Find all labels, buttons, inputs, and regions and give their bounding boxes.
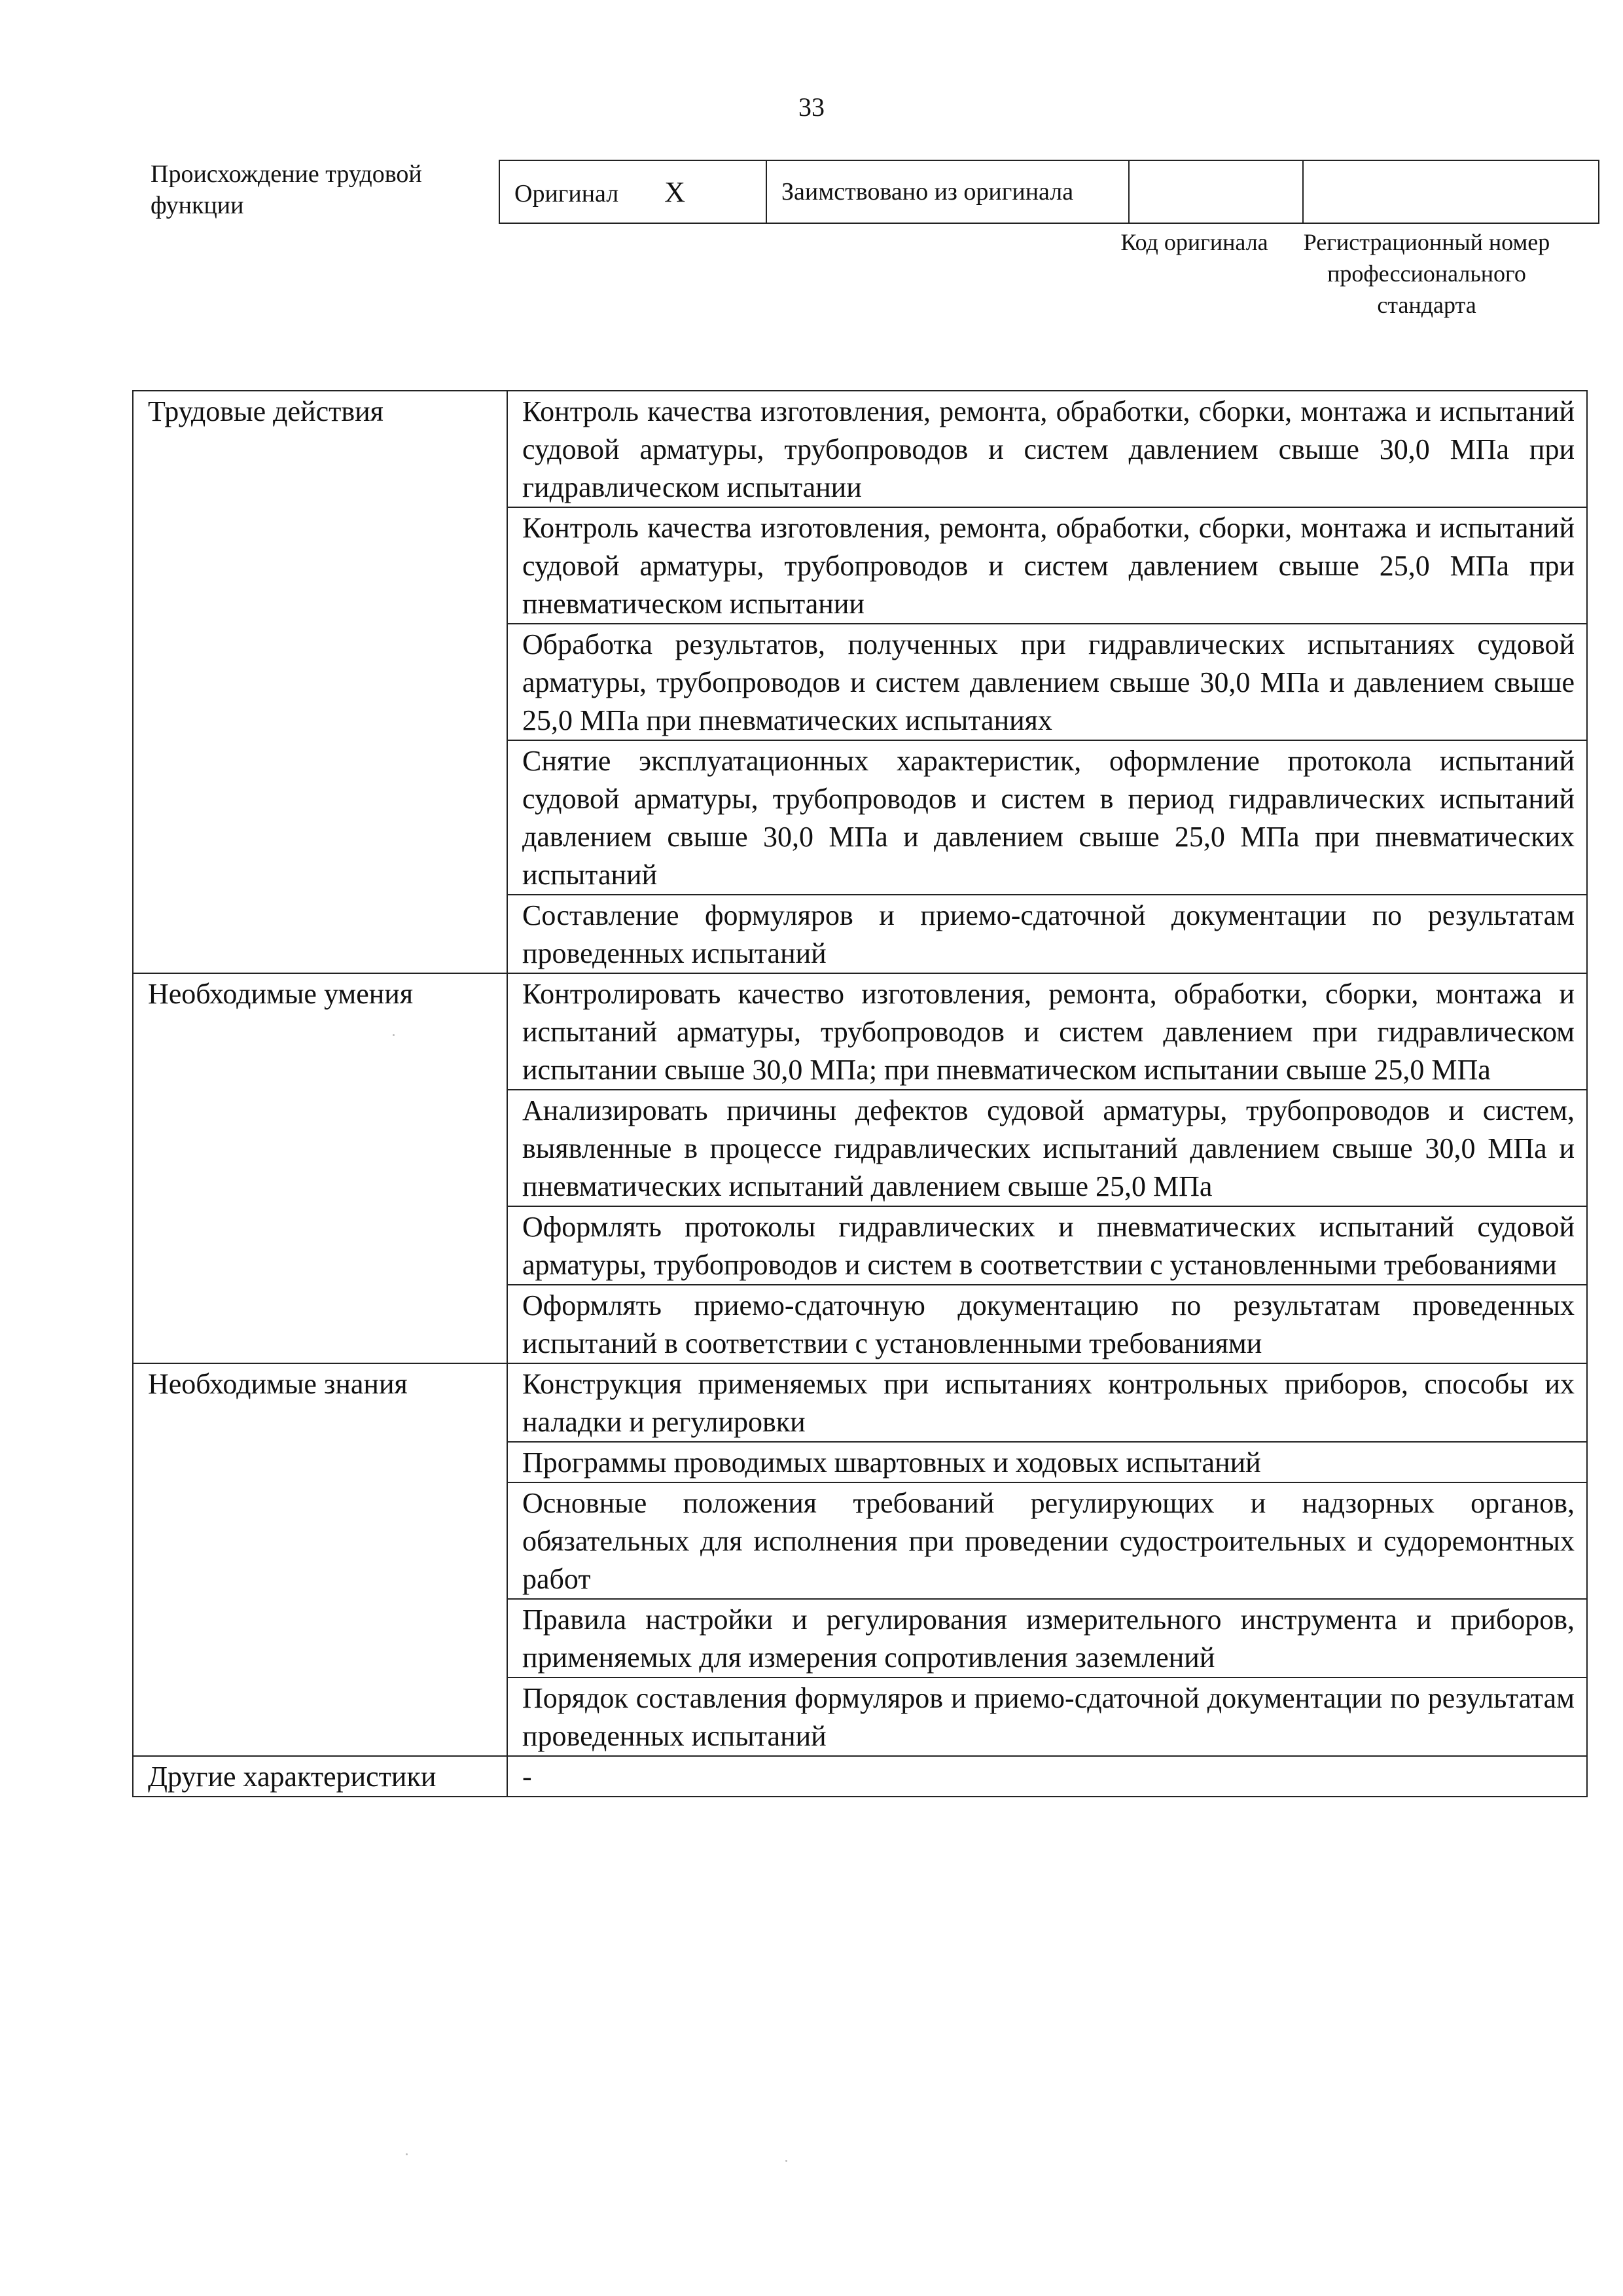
caption-reg-number: Регистрационный номер профессионального стандарта: [1303, 229, 1550, 318]
table-cell: Оформлять протоколы гидравлических и пневматических испытаний судовой арматуры, трубопроводов и систем в соответствии с установленными требованиями: [507, 1206, 1587, 1285]
original-cell: [499, 160, 766, 223]
section-label: Необходимые умения: [133, 973, 507, 1363]
table-cell: Контроль качества изготовления, ремонта, обработки, сборки, монтажа и испытаний судовой арматуры, трубопроводов и систем давлением свыше 30,0 МПа при гидравлическом испытании: [507, 391, 1587, 507]
table-cell: Составление формуляров и приемо-сдаточной документации по результатам проведенных испытаний: [507, 895, 1587, 973]
table-row: [133, 1756, 1587, 1797]
table-cell: Снятие эксплуатационных характеристик, оформление протокола испытаний судовой арматуры, трубопроводов и систем в период гидравлических испытаний давлением свыше 30,0 МПа и давлением свыше 25,0 МПа при пневматических испытаний: [507, 740, 1587, 895]
table-cell: Правила настройки и регулирования измерительного инструмента и приборов, применяемых для измерения сопротивления заземлений: [507, 1599, 1587, 1677]
table-cell: Конструкция применяемых при испытаниях контрольных приборов, способы их наладки и регулировки: [507, 1363, 1587, 1442]
section-label: Другие характеристики: [133, 1756, 507, 1797]
table-cell: Программы проводимых швартовных и ходовых испытаний: [507, 1442, 1587, 1482]
original-label: Оригинал: [514, 179, 619, 207]
original-mark: X: [664, 175, 685, 208]
origin-table: [499, 160, 1599, 224]
table-cell: Анализировать причины дефектов судовой арматуры, трубопроводов и систем, выявленные в процессе гидравлических испытаний давлением свыше 30,0 МПа и пневматических испытаний давлением свыше 25,0 МПа: [507, 1090, 1587, 1206]
caption-code: Код оригинала: [1120, 229, 1268, 255]
table-row: [133, 973, 1587, 1090]
scan-speck: [393, 1034, 395, 1036]
table-cell: Контроль качества изготовления, ремонта, обработки, сборки, монтажа и испытаний судовой арматуры, трубопроводов и систем давлением свыше 25,0 МПа при пневматическом испытании: [507, 507, 1587, 624]
borrowed-cell: [766, 160, 1129, 223]
table-row: [133, 391, 1587, 507]
table-cell: Оформлять приемо-сдаточную документацию по результатам проведенных испытаний в соответствии с установленными требованиями: [507, 1285, 1587, 1363]
section-label: Необходимые знания: [133, 1363, 507, 1756]
table-row: [133, 1363, 1587, 1442]
borrowed-label: Заимствовано из оригинала: [781, 178, 1074, 206]
code-cell: [1129, 160, 1303, 223]
reg-number-cell: [1303, 160, 1599, 223]
origin-label: Происхождение трудовой функции: [151, 160, 422, 219]
function-table: [132, 390, 1588, 1797]
table-cell: Обработка результатов, полученных при гидравлических испытаниях судовой арматуры, трубопроводов и систем давлением свыше 30,0 МПа и давлением свыше 25,0 МПа при пневматических испытаниях: [507, 624, 1587, 740]
scan-speck: [785, 2160, 787, 2162]
page-number: 33: [798, 92, 825, 122]
table-cell: Порядок составления формуляров и приемо-сдаточной документации по результатам проведенных испытаний: [507, 1677, 1587, 1756]
table-cell: Контролировать качество изготовления, ремонта, обработки, сборки, монтажа и испытаний арматуры, трубопроводов и систем давлением при гидравлическом испытании свыше 30,0 МПа; при пневматическом испытании свыше 25,0 МПа: [507, 973, 1587, 1090]
section-label: Трудовые действия: [133, 391, 507, 973]
table-cell: -: [507, 1756, 1587, 1797]
table-cell: Основные положения требований регулирующих и надзорных органов, обязательных для исполнения при проведении судостроительных и судоремонтных работ: [507, 1482, 1587, 1599]
scan-speck: [406, 2153, 408, 2155]
